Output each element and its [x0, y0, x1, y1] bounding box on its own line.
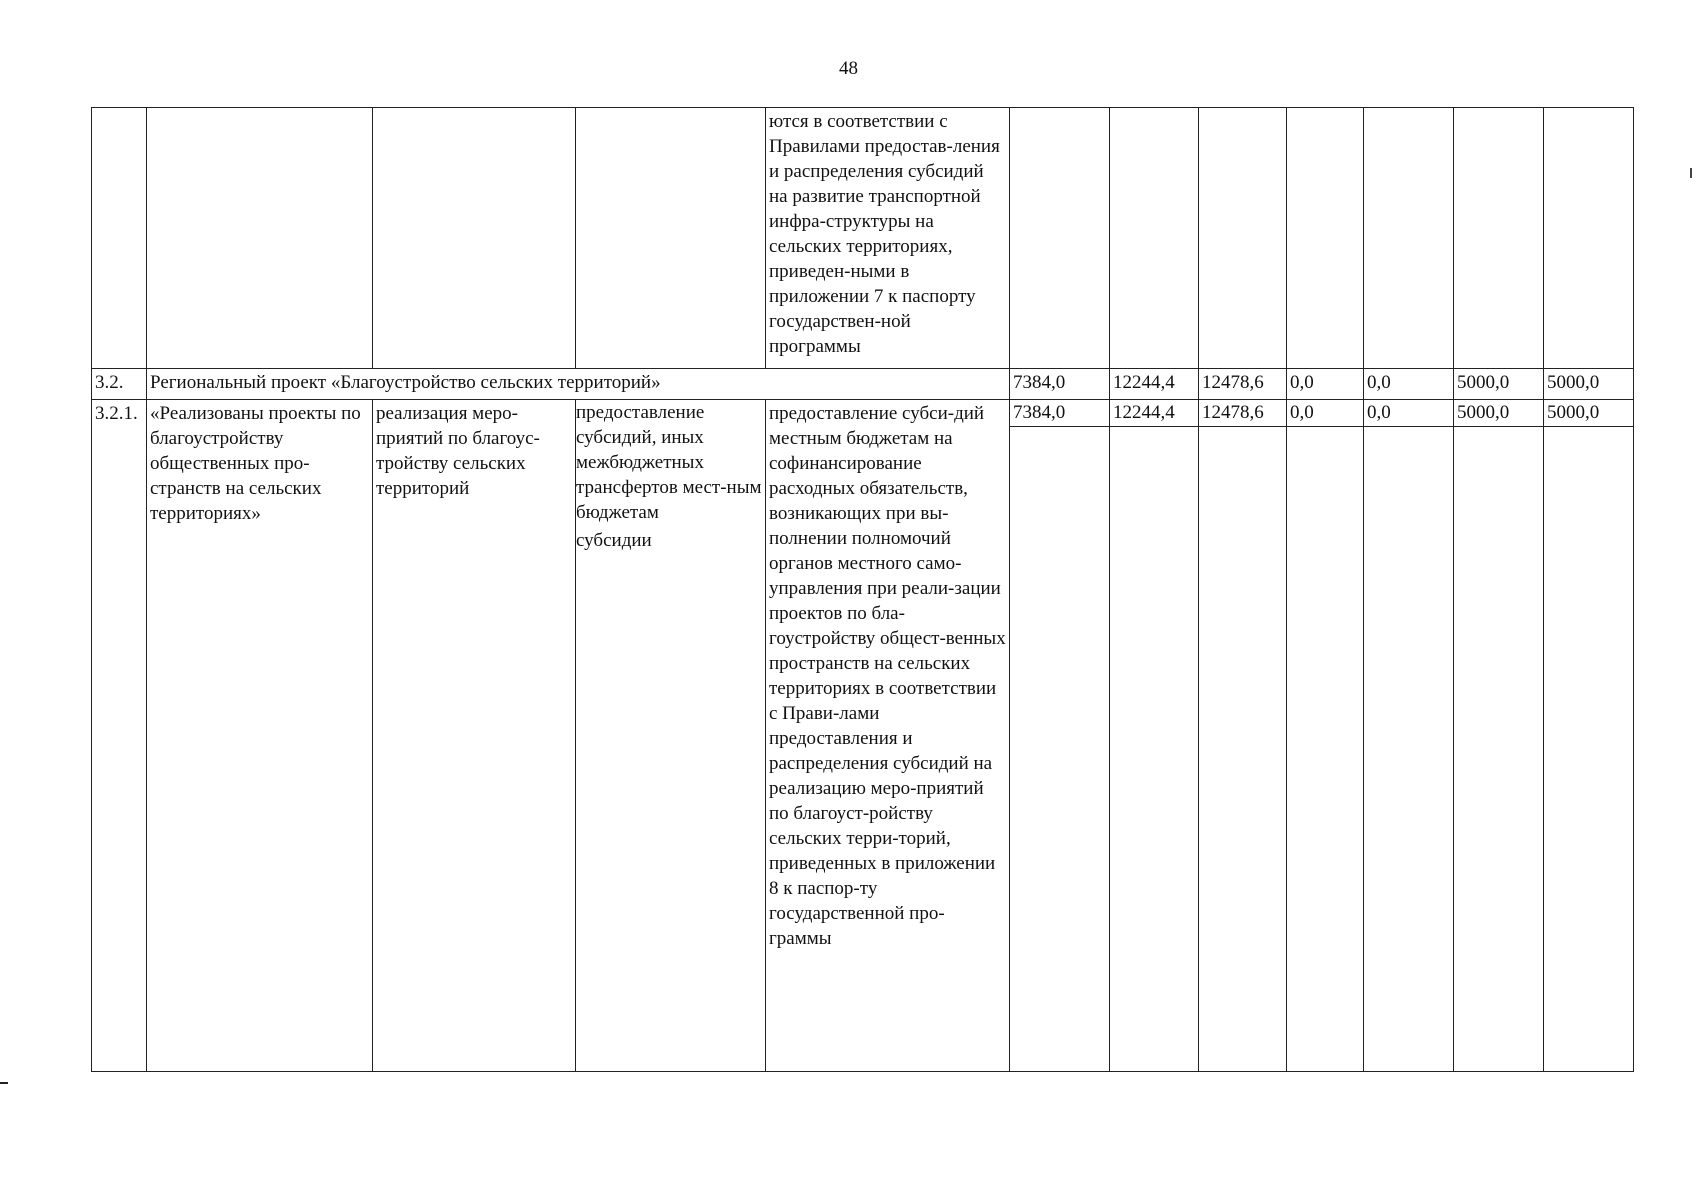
- value-cell: 5000,0: [1454, 400, 1543, 427]
- project-title: Региональный проект «Благоустройство сельских территорий»: [147, 369, 1010, 400]
- continuation-row: [92, 108, 1634, 369]
- project-row-3-2: [92, 369, 1634, 400]
- value-cell: 5000,0: [1544, 369, 1634, 400]
- value-cell: 12244,4: [1110, 369, 1199, 400]
- result-row-3-2-1: [92, 400, 1634, 1072]
- support-type-split: [576, 400, 765, 1071]
- value-column: [1010, 400, 1110, 1072]
- cell-empty: [92, 108, 147, 369]
- value-cell: 0,0: [1364, 369, 1454, 400]
- activity-description: реализация меро-приятий по благоус-тройству сельских территорий: [373, 400, 576, 1072]
- scan-edge-mark: [0, 1082, 8, 1084]
- value-cell: 12478,6: [1199, 369, 1287, 400]
- value-cell: 12478,6: [1199, 400, 1286, 427]
- mechanism-continuation-text: ются в соответствии с Правилами предостав-ления и распределения субсидий на развитие транспортной инфра-структуры на сельских территориях, приведен-ными в приложении 7 к паспорту государствен-ной программы: [766, 108, 1010, 369]
- support-type: предоставление субсидий, иных межбюджетных трансфертов мест-ным бюджетам: [576, 402, 762, 523]
- cell-empty: [1364, 108, 1454, 369]
- support-subtype: субсидии: [576, 530, 652, 551]
- value-column: [1110, 400, 1199, 1072]
- value-column: [1454, 400, 1544, 1072]
- value-cell: 7384,0: [1010, 400, 1109, 427]
- cell-empty: [373, 108, 576, 369]
- cell-empty: [1010, 108, 1110, 369]
- value-cell: 5000,0: [1544, 400, 1633, 427]
- value-cell: 7384,0: [1010, 369, 1110, 400]
- support-type-cell: [576, 400, 766, 1072]
- page-number: 48: [839, 58, 858, 79]
- value-column: [1199, 400, 1287, 1072]
- scan-edge-mark: [1690, 168, 1692, 178]
- row-number: 3.2.1.: [92, 400, 147, 1072]
- cell-empty: [1544, 108, 1634, 369]
- cell-empty: [1110, 108, 1199, 369]
- cell-empty: [1287, 108, 1364, 369]
- value-column: [1364, 400, 1454, 1072]
- cell-empty: [1454, 108, 1544, 369]
- value-cell: 0,0: [1287, 400, 1363, 427]
- row-number: 3.2.: [92, 369, 147, 400]
- program-activities-table: [91, 107, 1634, 1072]
- result-description: «Реализованы проекты по благоустройству общественных про-странств на сельских территориях»: [147, 400, 373, 1072]
- value-cell: 0,0: [1287, 369, 1364, 400]
- value-column: [1287, 400, 1364, 1072]
- cell-empty: [576, 108, 766, 369]
- mechanism-description: предоставление субси-дий местным бюджетам на софинансирование расходных обязательств, возникающих при вы-полнении полномочий органов местного само-управления при реали-зации проектов по бла-гоустройству общест-венных пространств на сельских территориях в соответствии с Прави-лами предоставления и распределения субсидий на реализацию меро-приятий по благоуст-ройству сельских терри-торий, приведенных в приложении 8 к паспор-ту государственной про-граммы: [766, 400, 1010, 1072]
- value-cell: 0,0: [1364, 400, 1453, 427]
- value-column: [1544, 400, 1634, 1072]
- cell-empty: [1199, 108, 1287, 369]
- value-cell: 12244,4: [1110, 400, 1198, 427]
- value-cell: 5000,0: [1454, 369, 1544, 400]
- cell-empty: [147, 108, 373, 369]
